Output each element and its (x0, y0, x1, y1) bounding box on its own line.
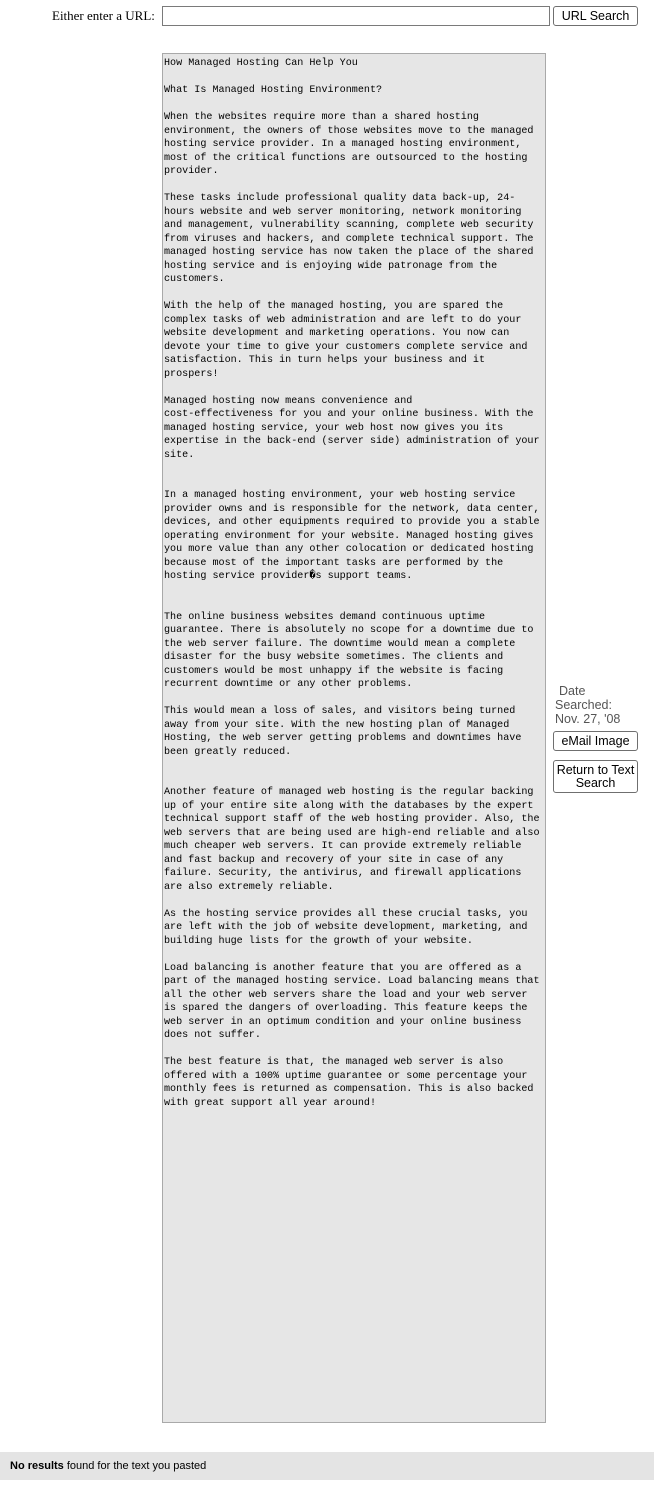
url-input[interactable] (162, 6, 550, 26)
date-label-line2: Searched: (555, 698, 612, 712)
status-text: found for the text you pasted (63, 1460, 207, 1472)
email-image-button[interactable]: eMail Image (553, 731, 638, 751)
result-sidebar (553, 684, 643, 790)
date-value: Nov. 27, '08 (555, 712, 621, 726)
return-to-text-search-button[interactable]: Return to Text Search (553, 760, 638, 793)
status-bar (0, 1452, 654, 1480)
url-search-button[interactable]: URL Search (553, 6, 638, 26)
date-searched (553, 684, 643, 726)
date-label-line1: Date (559, 684, 586, 698)
pasted-text-area[interactable] (162, 53, 546, 1423)
status-bold: No results (10, 1460, 64, 1472)
url-label: Either enter a URL: (52, 8, 155, 23)
